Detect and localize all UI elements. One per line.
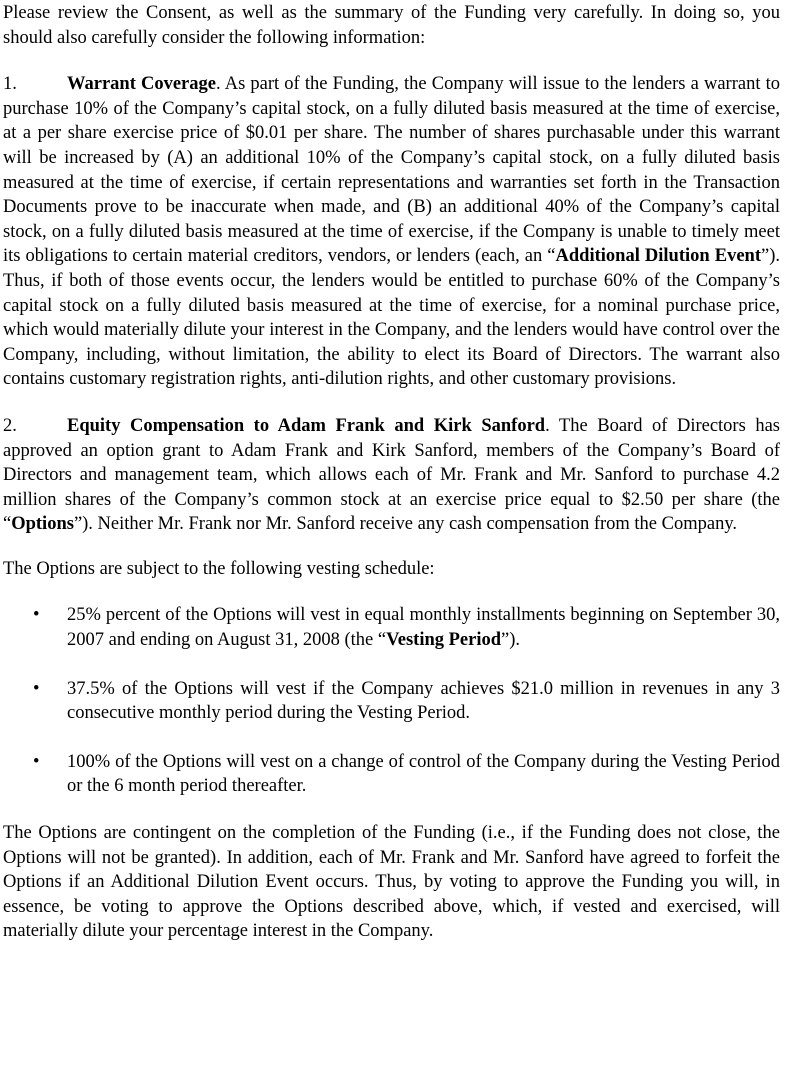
section-text: . As part of the Funding, the Company will issue to the lenders a warrant to purchase 10% of the Company’s capital stock, on a fully diluted basis measured at the time of exercise, at a per share exercise price of $0.01 per share. The number of shares purchasable under this warrant will be increased by (A) an additional 10% of the Company’s capital stock, on a fully diluted basis measured at the time of exercise, if certain representations and warranties set forth in the Transaction Documents prove to be inaccurate when made, and (B) an additional 40% of the Company’s capital stock, on a fully diluted basis measured at the time of exercise, if the Company is unable to timely meet its obligations to certain material creditors, vendors, or lenders (each, an “ bbox=[3, 74, 780, 267]
list-item bbox=[3, 750, 780, 799]
list-item bbox=[3, 677, 780, 726]
section-text: ”). Thus, if both of those events occur, the lenders would be entitled to purchase 60% of the Company’s capital stock on a fully diluted basis measured at the time of exercise, for a nominal purchase price, which would materially dilute your interest in the Company, and the lenders would have control over the Company, including, without limitation, the ability to elect its Board of Directors. The warrant also contains customary registration rights, anti-dilution rights, and other customary provisions. bbox=[3, 246, 780, 390]
list-item-text: 100% of the Options will vest on a change of control of the Company during the Vesting Period or the 6 month period thereafter. bbox=[67, 751, 780, 797]
document-page bbox=[3, 1, 780, 944]
vesting-intro: The Options are subject to the following vesting schedule: bbox=[3, 558, 435, 579]
defined-term: Additional Dilution Event bbox=[555, 246, 761, 267]
closing-paragraph: The Options are contingent on the completion of the Funding (i.e., if the Funding does not close, the Options will not be granted). In addition, each of Mr. Frank and Mr. Sanford have agreed to forfeit the Options if an Additional Dilution Event occurs. Thus, by voting to approve the Funding you will, in essence, be voting to approve the Options described above, which, if vested and exercised, will materially dilute your percentage interest in the Company. bbox=[3, 823, 780, 942]
section-text: . The Board of Directors has approved an option grant to Adam Frank and Kirk Sanford, members of the Company’s Board of Directors and management team, which allows each of Mr. Frank and Mr. Sanford to purchase 4.2 million shares of the Company’s common stock at an exercise price equal to $2.50 per share (the “ bbox=[3, 415, 781, 535]
list-item bbox=[3, 603, 780, 652]
bullet-icon: • bbox=[33, 678, 40, 699]
section-warrant-coverage bbox=[3, 72, 780, 392]
section-heading: Warrant Coverage bbox=[67, 74, 216, 95]
list-item-text: 25% percent of the Options will vest in equal monthly installments beginning on September 30, 2007 and ending on August 31, 2008 (the “ bbox=[67, 605, 780, 651]
vesting-schedule-list bbox=[3, 603, 780, 799]
section-number: 2. bbox=[3, 415, 17, 436]
bullet-icon: • bbox=[33, 605, 40, 626]
section-number: 1. bbox=[3, 74, 17, 95]
bullet-icon: • bbox=[33, 751, 40, 772]
intro-paragraph: Please review the Consent, as well as the summary of the Funding very carefully. In doing so, you should also carefully consider the following information: bbox=[3, 3, 780, 48]
section-equity-compensation bbox=[3, 414, 780, 537]
list-item-text: ”). bbox=[501, 630, 521, 651]
section-heading: Equity Compensation to Adam Frank and Kirk Sanford bbox=[67, 415, 546, 436]
defined-term: Vesting Period bbox=[386, 630, 502, 651]
defined-term: Options bbox=[11, 514, 74, 535]
section-text: ”). Neither Mr. Frank nor Mr. Sanford receive any cash compensation from the Company. bbox=[73, 514, 738, 535]
list-item-text: 37.5% of the Options will vest if the Company achieves $21.0 million in revenues in any 3 consecutive monthly period during the Vesting Period. bbox=[67, 678, 780, 724]
